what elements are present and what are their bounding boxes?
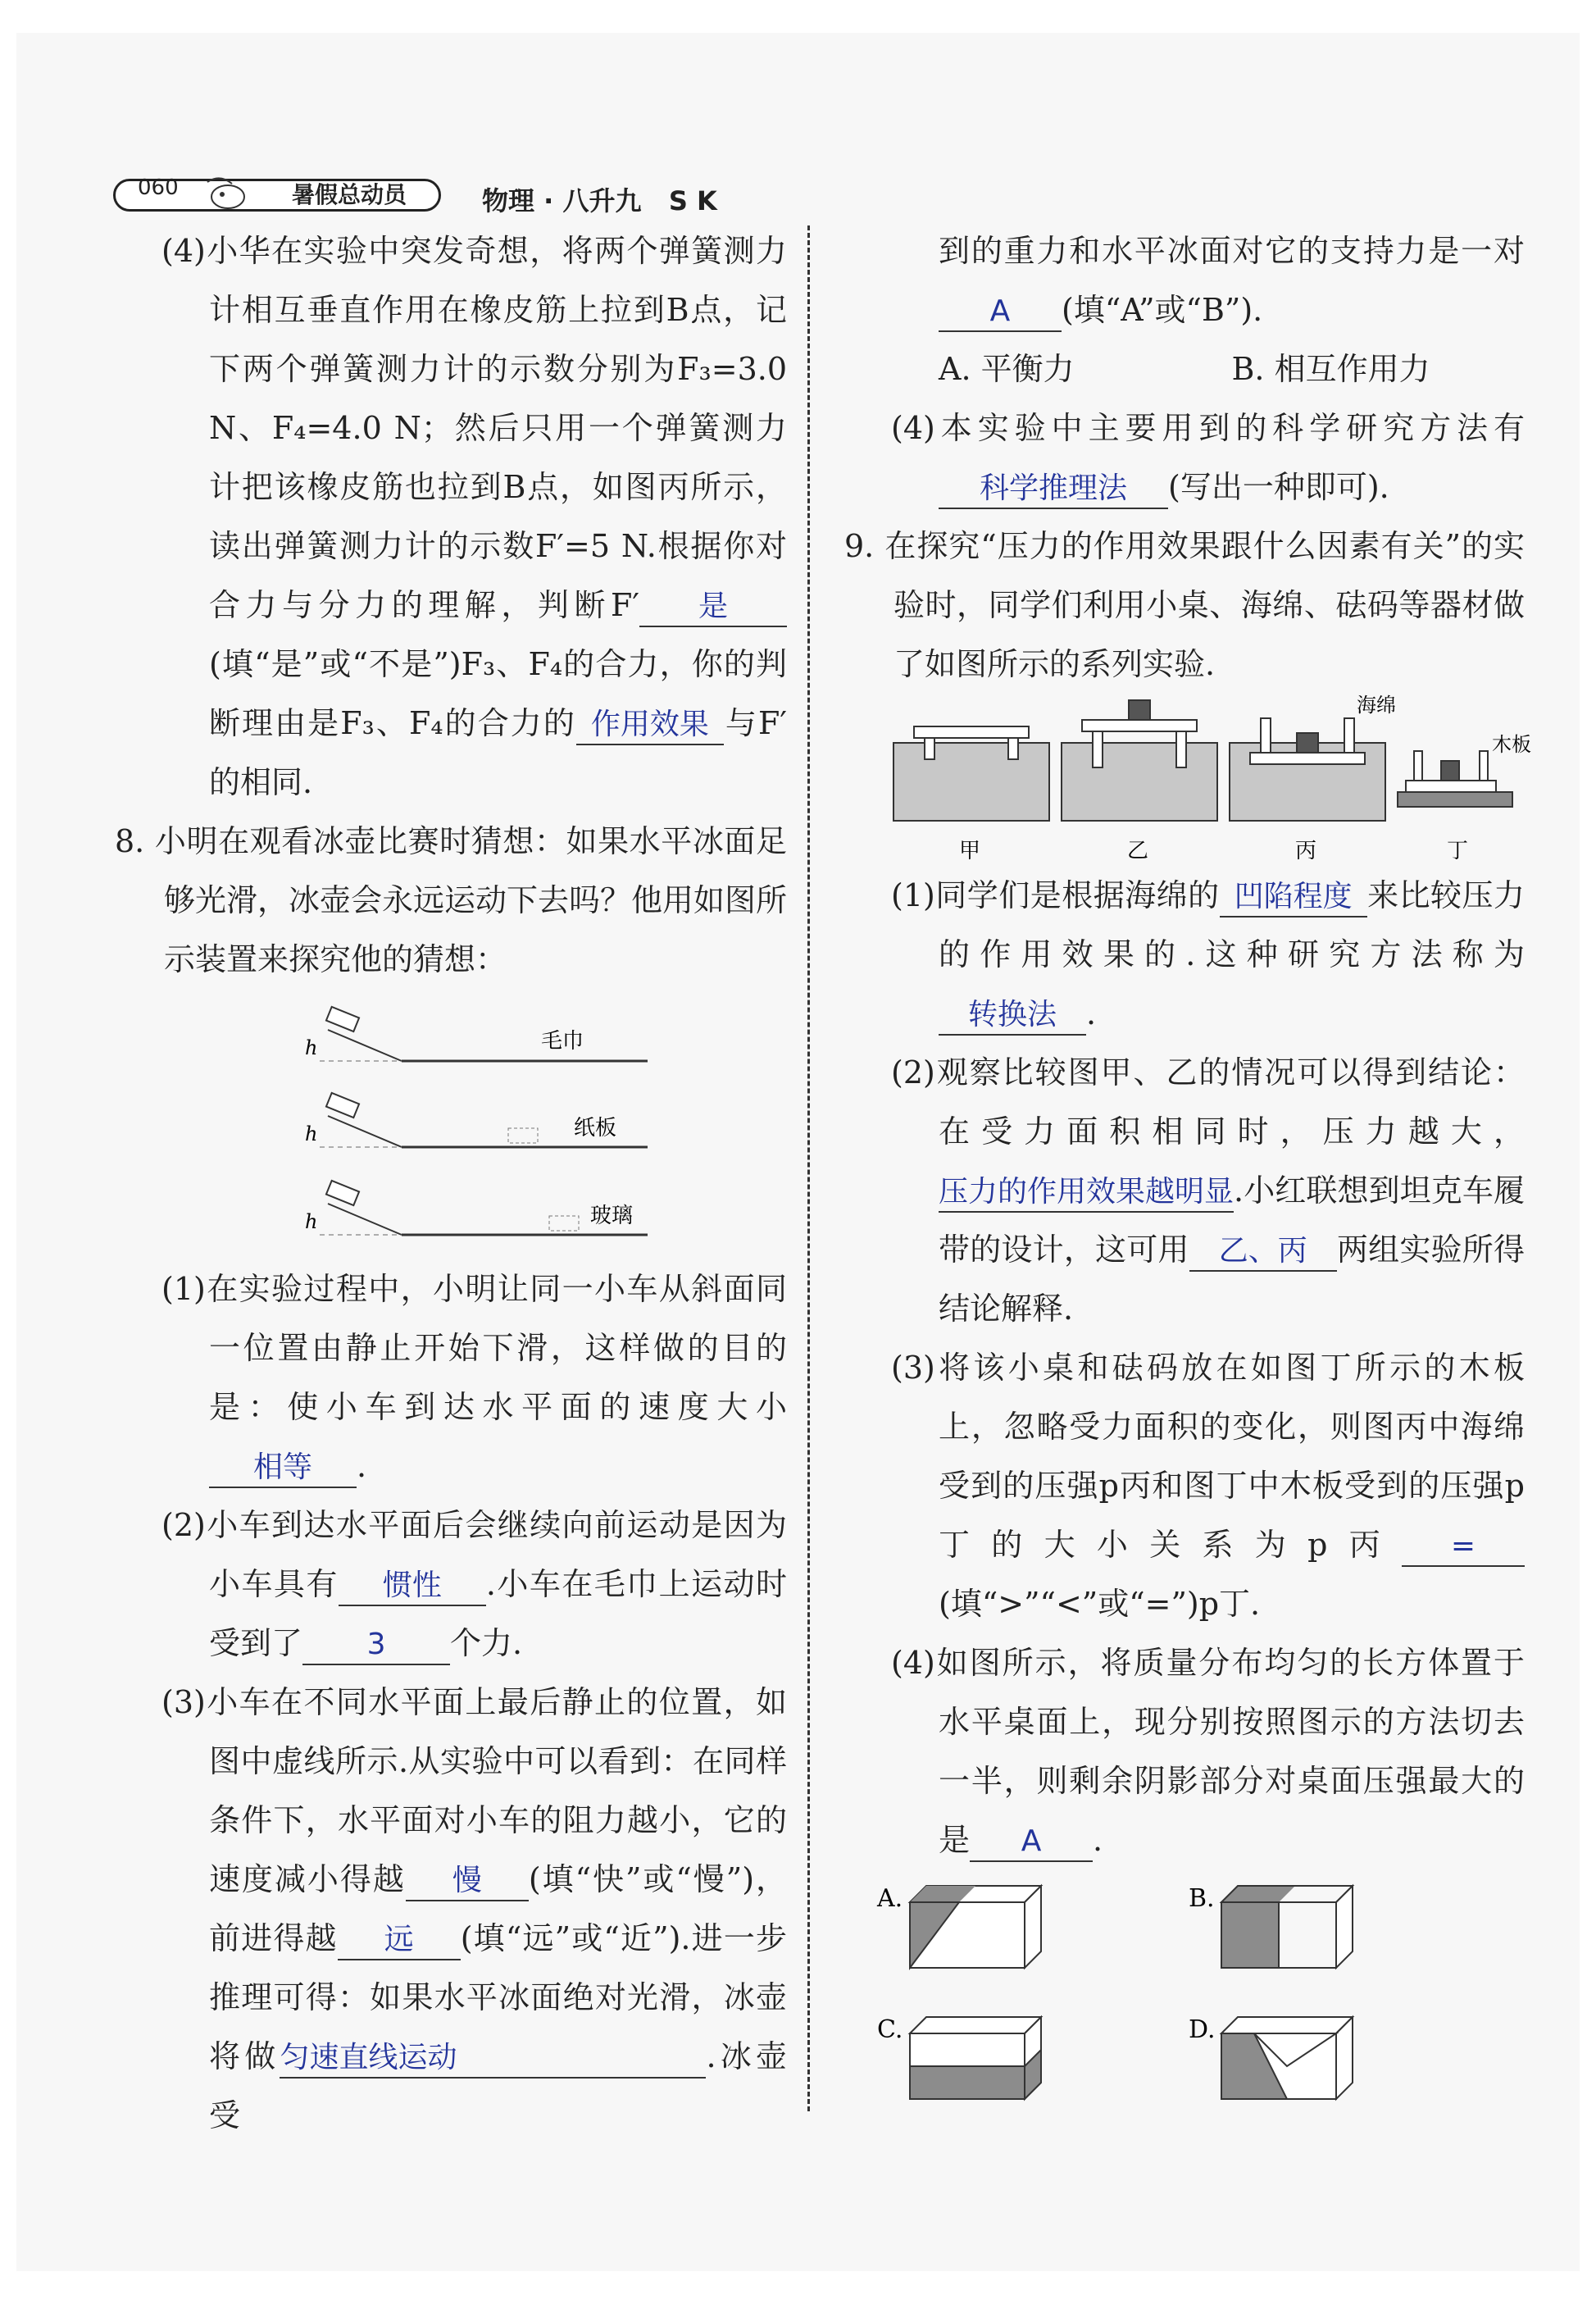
fig-label-ding: 丁 — [1447, 839, 1469, 863]
surface-label-glass: 玻璃 — [590, 1204, 634, 1228]
q9-box-options — [877, 1878, 1525, 2115]
fig-label-yi: 乙 — [1127, 839, 1149, 863]
q8-1-answer: 相等 — [209, 1449, 357, 1488]
q8-2-text1: (2)小车到达水平面后会继续向前运动是因为小车具有 — [161, 1507, 787, 1602]
ramp-glass — [305, 1181, 648, 1235]
q9-1-text3: . — [1086, 995, 1097, 1031]
q8-options — [844, 339, 1525, 398]
q8-part1: (1)在实验过程中，小明让同一小车从斜面同一位置由静止开始下滑，这样做的目的是：使小车到达水平面的速度大小相等 . — [115, 1259, 787, 1496]
h-label-2: h — [305, 1122, 318, 1145]
q8-part3-cont — [844, 221, 1525, 339]
q8-3-answer2: 远 — [338, 1921, 461, 1960]
q8-2-text2: .小车在毛巾上运动时受到了 — [209, 1566, 787, 1661]
surface-label-cardboard: 纸板 — [574, 1116, 617, 1141]
box-d — [1189, 2015, 1353, 2099]
q8-part4 — [844, 398, 1525, 517]
q7-part4 — [115, 221, 787, 812]
fig-ding — [1398, 733, 1531, 863]
q7-4-answer2: 作用效果 — [576, 706, 724, 745]
q8-3-cont-answer: A — [939, 293, 1062, 332]
page-number: 060 — [138, 175, 179, 200]
box-diagrams — [877, 1878, 1500, 2115]
series-title: 暑假总动员 — [292, 181, 407, 208]
fig-tag-sponge: 海绵 — [1357, 694, 1396, 717]
q8-3-text2: (填“快”或“慢”)，前进得越 — [209, 1861, 787, 1956]
q8-3-cont-text1: 到的重力和水平冰面对它的支持力是一对 — [939, 233, 1525, 269]
box-c — [877, 2015, 1041, 2099]
fig-tag-board: 木板 — [1492, 733, 1531, 756]
q8-stem: 8. 小明在观看冰壶比赛时猜想：如果水平冰面足够光滑，冰壶会永远运动下去吗？他用如图所示装置来探究他的猜想： — [115, 823, 788, 977]
page-header — [113, 172, 769, 218]
box-label-c: C. — [877, 2015, 903, 2044]
q8-part3 — [115, 1673, 787, 2145]
q9-part4 — [844, 1633, 1525, 1869]
q9-2-answer2: 乙、丙 — [1189, 1232, 1337, 1272]
q8-3-cont-text2: (填“A”或“B”). — [1062, 292, 1263, 328]
q8-2-answer1: 惯性 — [339, 1567, 486, 1606]
box-b — [1189, 1884, 1353, 1968]
q9-2-text1: (2)观察比较图甲、乙的情况可以得到结论：在受力面积相同时，压力越大， — [891, 1054, 1525, 1150]
column-divider — [807, 225, 810, 2111]
q8-option-a: A. 平衡力 — [939, 351, 1075, 387]
q9-stem: 9. 在探究“压力的作用效果跟什么因素有关”的实验时，同学们利用小桌、海绵、砝码等器材做了如图所示的系列实验. — [844, 528, 1525, 682]
q7-4-answer1: 是 — [639, 588, 787, 627]
q9-3-text1: (3)将该小桌和砝码放在如图丁所示的木板上，忽略受力面积的变化，则图丙中海绵受到的压强p丙和图丁中木板受到的压强p丁的大小关系为p丙 — [891, 1350, 1525, 1563]
mascot-icon — [199, 172, 257, 213]
q9-2-text2: .小红联想到坦克车履带的设计，这可用 — [939, 1172, 1525, 1268]
ramp-towel — [305, 1007, 648, 1061]
q8-option-b: B. 相互作用力 — [1231, 351, 1430, 387]
fig-label-bing: 丙 — [1295, 839, 1317, 863]
sponge-diagram — [893, 694, 1531, 866]
fig-label-jia: 甲 — [959, 839, 981, 863]
q8-3-text1: (3)小车在不同水平面上最后静止的位置，如图中虚线所示.从实验中可以看到：在同样条件下，水平面对小车的阻力越小，它的速度减小得越 — [161, 1684, 787, 1897]
q8-1-text: (1)在实验过程中，小明让同一小车从斜面同一位置由静止开始下滑，这样做的目的是：使小车到达水平面的速度大小 — [161, 1271, 787, 1425]
h-label-1: h — [305, 1036, 318, 1059]
box-label-b: B. — [1189, 1884, 1215, 1913]
q9-3-answer: = — [1402, 1528, 1525, 1567]
q7-4-text1: (4)小华在实验中突发奇想，将两个弹簧测力计相互垂直作用在橡皮筋上拉到B点，记下两个弹簧测力计的示数分别为F₃=3.0 N、F₄=4.0 N；然后只用一个弹簧测力计把该橡皮筋也拉到B点，如图丙所示，读出弹簧测力计的示数F′=5 N.根据你对合力与分力的理解，判断F′ — [161, 233, 787, 623]
left-column — [115, 221, 787, 2145]
q8-4-text2: (写出一种即可). — [1168, 469, 1389, 505]
q9-3-text2: (填“>”“<”或“=”)p丁. — [939, 1586, 1261, 1622]
q8-3-answer1: 慢 — [406, 1862, 529, 1901]
q8-4-answer: 科学推理法 — [939, 470, 1168, 509]
ramp-cardboard — [305, 1093, 648, 1147]
q8-3-text4: .冰壶受 — [209, 2038, 787, 2133]
q9-4-text1: (4)如图所示，将质量分布均匀的长方体置于水平桌面上，现分别按照图示的方法切去一半，则剩余阴影部分对桌面压强最大的是 — [891, 1645, 1525, 1858]
fig-yi — [1062, 700, 1217, 863]
box-label-d: D. — [1189, 2015, 1216, 2044]
q9-2-text3: 两组实验所得结论解释. — [939, 1232, 1525, 1327]
h-label-3: h — [305, 1210, 318, 1233]
ramp-diagram — [303, 989, 672, 1259]
q9-part3 — [844, 1338, 1525, 1633]
q8-3-answer3: 匀速直线运动 — [280, 2039, 706, 2079]
fig-bing — [1230, 694, 1396, 863]
surface-label-towel: 毛巾 — [541, 1029, 584, 1054]
fig-jia — [893, 726, 1049, 863]
q7-4-text3: 与F′的相同. — [209, 705, 787, 800]
q9-1-text2: 来比较压力的作用效果的.这种研究方法称为 — [939, 877, 1525, 972]
box-a — [876, 1884, 1041, 1968]
q8-3-text3: (填“远”或“近”).进一步推理可得：如果水平冰面绝对光滑，冰壶将做 — [209, 1920, 787, 2074]
q8-4-text1: (4)本实验中主要用到的科学研究方法有 — [891, 410, 1525, 446]
q8-2-text3: 个力. — [450, 1625, 523, 1661]
box-label-a: A. — [877, 1884, 903, 1913]
subject-title: 物理 · 八升九 S K — [482, 185, 717, 216]
q9-1-text1: (1)同学们是根据海绵的 — [891, 877, 1220, 913]
q7-4-text2: (填“是”或“不是”)F₃、F₄的合力，你的判断理由是F₃、F₄的合力的 — [209, 646, 787, 741]
q9-part2 — [844, 1043, 1525, 1338]
q8-figure — [303, 989, 787, 1259]
q9-4-text2: . — [1093, 1822, 1103, 1858]
q8-2-answer2: 3 — [302, 1626, 450, 1665]
q9-figure — [893, 694, 1531, 866]
q9-part1 — [844, 866, 1525, 1043]
q9-2-answer1: 压力的作用效果越明显 — [939, 1173, 1234, 1213]
q9-4-answer: A — [970, 1823, 1093, 1862]
q9-1-answer2: 转换法 — [939, 996, 1086, 1036]
q8-part2 — [115, 1496, 787, 1673]
q9-1-answer1: 凹陷程度 — [1220, 878, 1367, 918]
right-column — [844, 221, 1531, 2115]
